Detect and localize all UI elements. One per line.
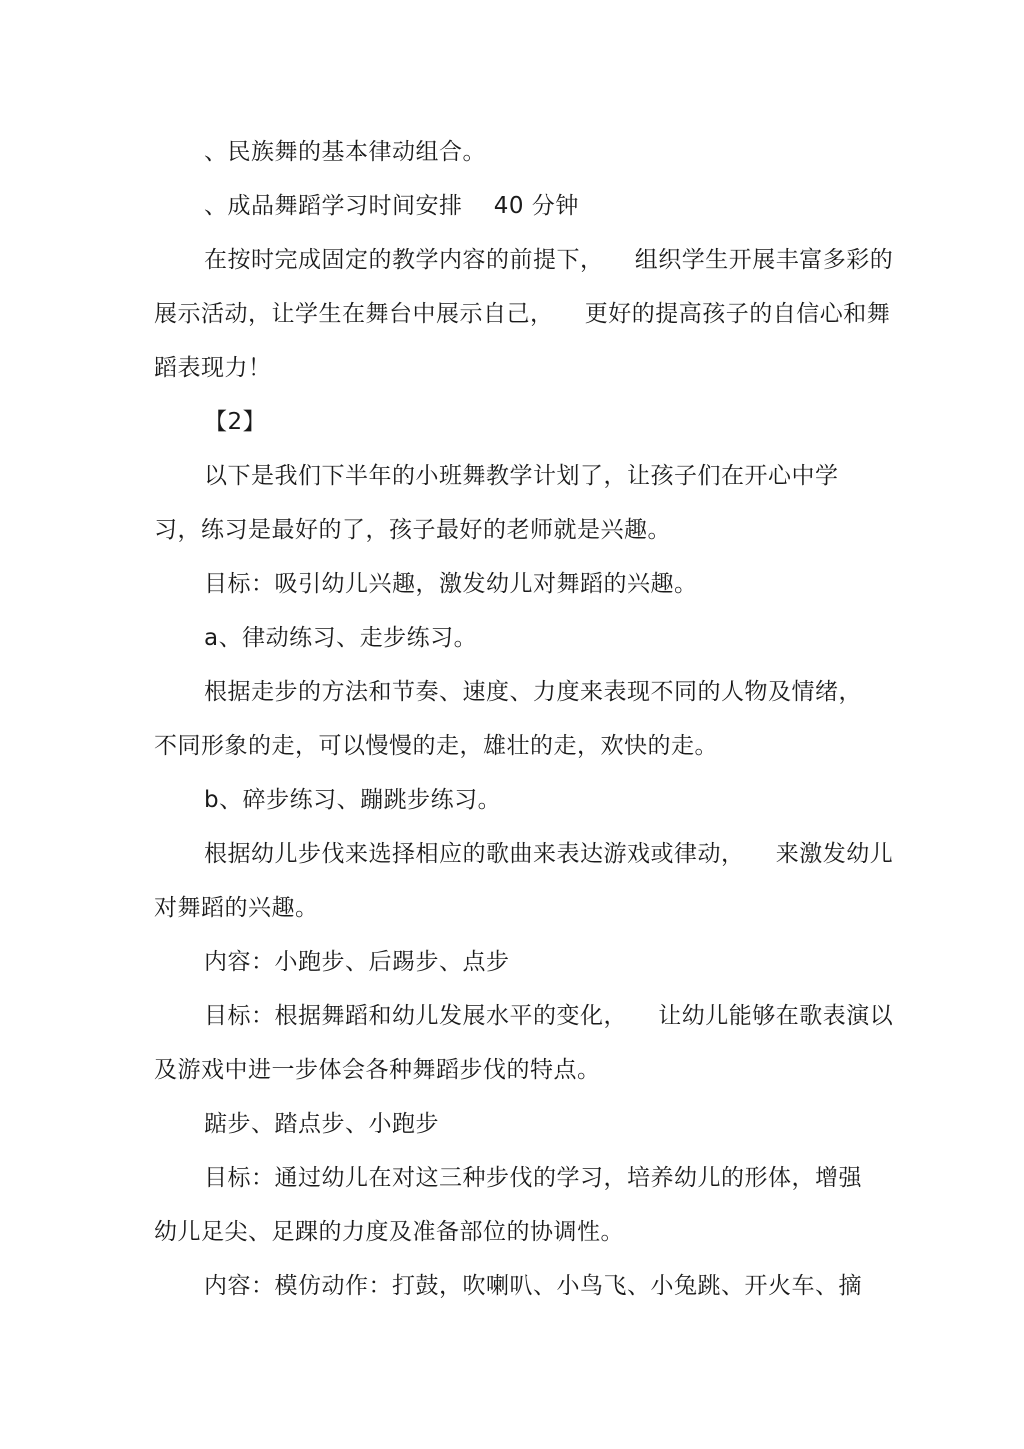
text-line: 根据走步的方法和节奏、速度、力度来表现不同的人物及情绪， (204, 679, 862, 705)
text-line: b、碎步练习、蹦跳步练习。 (204, 787, 502, 813)
text-line: 根据幼儿步伐来选择相应的歌曲来表达游戏或律动， 来激发幼儿 (204, 841, 894, 867)
text-line: 踮步、踏点步、小跑步 (204, 1111, 439, 1137)
text-line: 目标：吸引幼儿兴趣，激发幼儿对舞蹈的兴趣。 (204, 571, 698, 597)
text-line: 目标：根据舞蹈和幼儿发展水平的变化， 让幼儿能够在歌表演以 (204, 1003, 894, 1029)
text-line: 对舞蹈的兴趣。 (154, 895, 319, 921)
text-line: 幼儿足尖、足踝的力度及准备部位的协调性。 (154, 1219, 624, 1245)
text-line: 在按时完成固定的教学内容的前提下， 组织学生开展丰富多彩的 (204, 247, 894, 273)
text-line: 内容：模仿动作：打鼓，吹喇叭、小鸟飞、小兔跳、开火车、摘 (204, 1273, 862, 1299)
text-line: 展示活动，让学生在舞台中展示自己， 更好的提高孩子的自信心和舞 (154, 301, 891, 327)
text-line: 习，练习是最好的了，孩子最好的老师就是兴趣。 (154, 517, 671, 543)
text-line: 内容：小跑步、后踢步、点步 (204, 949, 510, 975)
text-line: 不同形象的走，可以慢慢的走，雄壮的走，欢快的走。 (154, 733, 718, 759)
text-line: a、律动练习、走步练习。 (204, 625, 478, 651)
text-line: 蹈表现力！ (154, 355, 272, 381)
text-line: 目标：通过幼儿在对这三种步伐的学习，培养幼儿的形体，增强 (204, 1165, 862, 1191)
text-line: 及游戏中进一步体会各种舞蹈步伐的特点。 (154, 1057, 601, 1083)
text-line: 以下是我们下半年的小班舞教学计划了，让孩子们在开心中学 (204, 463, 839, 489)
section-heading: 【2】 (204, 409, 267, 435)
text-line: 、成品舞蹈学习时间安排 40 分钟 (204, 193, 579, 219)
text-line: 、民族舞的基本律动组合。 (204, 139, 486, 165)
